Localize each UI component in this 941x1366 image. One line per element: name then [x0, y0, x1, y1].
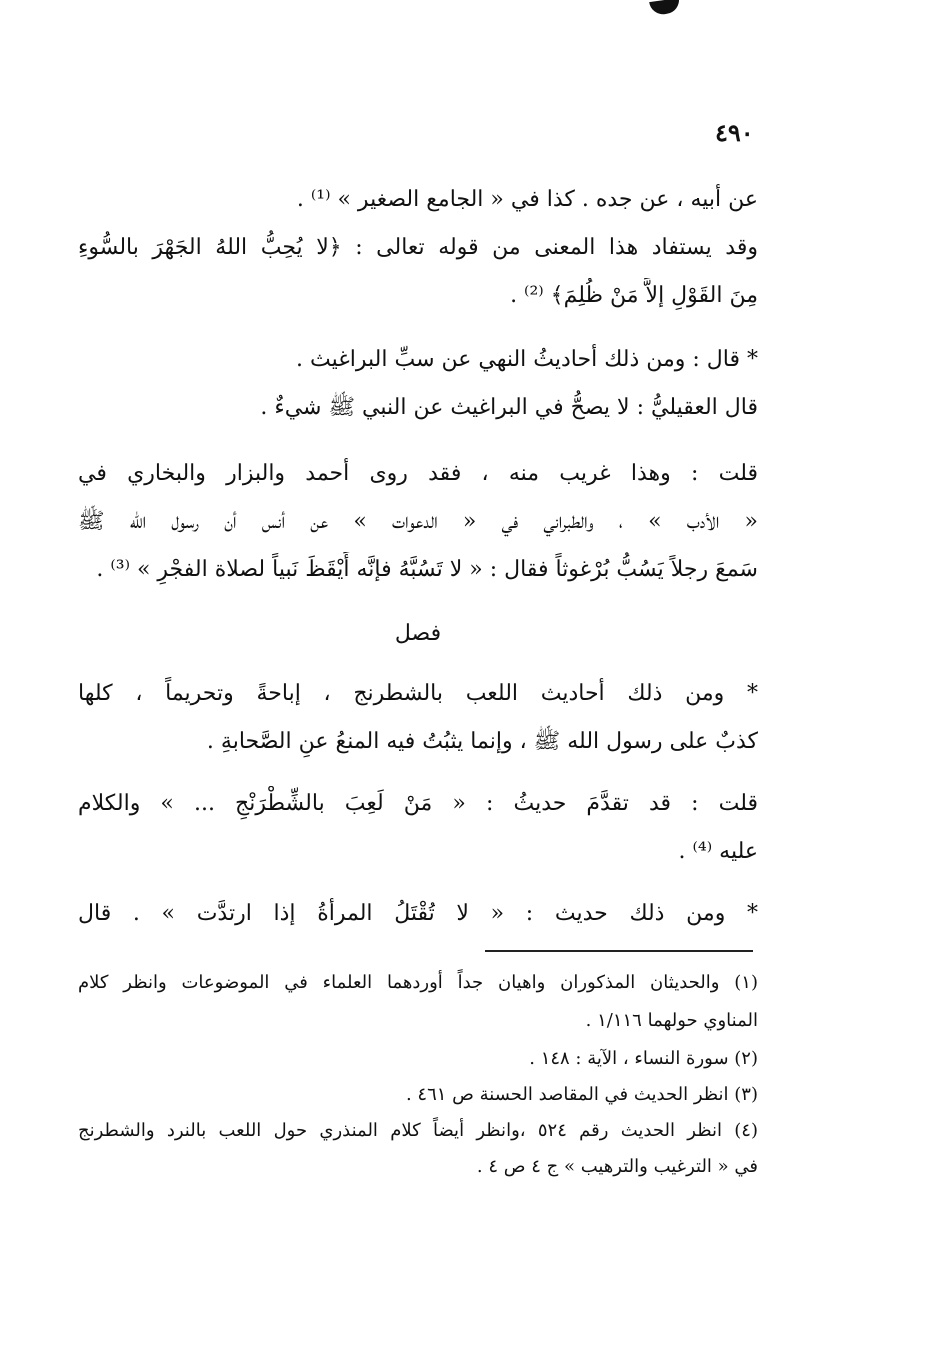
- body-line-12: عليه ⁽⁴⁾ .: [678, 839, 758, 864]
- body-line-2: وقد يستفاد هذا المعنى من قوله تعالى : ﴿لا يُحِبُّ اللهُ الجَهْرَ بالسُّوءِ: [78, 235, 758, 260]
- body-line-8: سَمعَ رجلاً يَسُبُّ بُرْغوثاً فقال : « لا تَسُبَّهُ فإنَّه أَيْقَظَ نَبياً لصلاة الفجْرِ » ⁽³⁾ .: [96, 557, 758, 582]
- body-line-11: قلت : قد تقدَّمَ حديثُ : « مَنْ لَعِبَ بالشِّطْرَنْجِ ... » والكلام: [78, 791, 758, 816]
- footnote-line-1: (١) والحديثان المذكوران واهيان جداً أوردهما العلماء في الموضوعات وانظر كلام: [78, 972, 758, 993]
- body-line-9: * ومن ذلك أحاديث اللعب بالشطرنج ، إباحةً وتحريماً ، كلها: [78, 681, 758, 706]
- footnote-line-4: (٣) انظر الحديث في المقاصد الحسنة ص ٤٦١ .: [405, 1084, 758, 1105]
- footnote-line-2: المناوي حولهما ١/١١٦ .: [585, 1010, 758, 1031]
- ink-blot: [649, 0, 681, 16]
- section-heading: فصل: [394, 621, 442, 646]
- body-line-10: كذبٌ على رسول الله ﷺ ، وإنما يثبُتُ فيه المنعُ عنِ الصَّحابةِ .: [206, 729, 758, 754]
- body-line-6: قلت : وهذا غريب منه ، فقد روى أحمد والبزار والبخاري في: [78, 461, 758, 486]
- body-line-13: * ومن ذلك حديث : « لا تُقْتَلُ المرأةُ إذا ارتدَّت » . قال: [78, 901, 758, 926]
- footnote-line-3: (٢) سورة النساء ، الآية : ١٤٨ .: [529, 1048, 758, 1069]
- body-line-7: « الأدب » ، والطبراني في « الدعوات » عن أنس أن رسول الله ﷺ: [78, 509, 758, 534]
- page-number: ٤٩٠: [715, 118, 754, 147]
- body-line-4: * قال : ومن ذلك أحاديثُ النهي عن سبِّ البراغيث .: [296, 347, 758, 372]
- footnote-line-6: في « الترغيب والترهيب » ج ٤ ص ٤ .: [476, 1156, 758, 1177]
- body-line-5: قال العقيليُّ : لا يصحُّ في البراغيث عن النبي ﷺ شيءٌ .: [260, 395, 758, 420]
- footnote-line-5: (٤) انظر الحديث رقم ٥٢٤ ،وانظر أيضاً كلام المنذري حول اللعب بالنرد والشطرنج: [78, 1120, 758, 1141]
- body-line-1: عن أبيه ، عن جده . كذا في « الجامع الصغير » ⁽¹⁾ .: [296, 187, 758, 212]
- body-line-3: مِنَ القَوْلِ إلاَّ مَنْ ظُلِمَ﴾ ⁽²⁾ .: [510, 283, 758, 308]
- footnote-divider: [485, 950, 753, 952]
